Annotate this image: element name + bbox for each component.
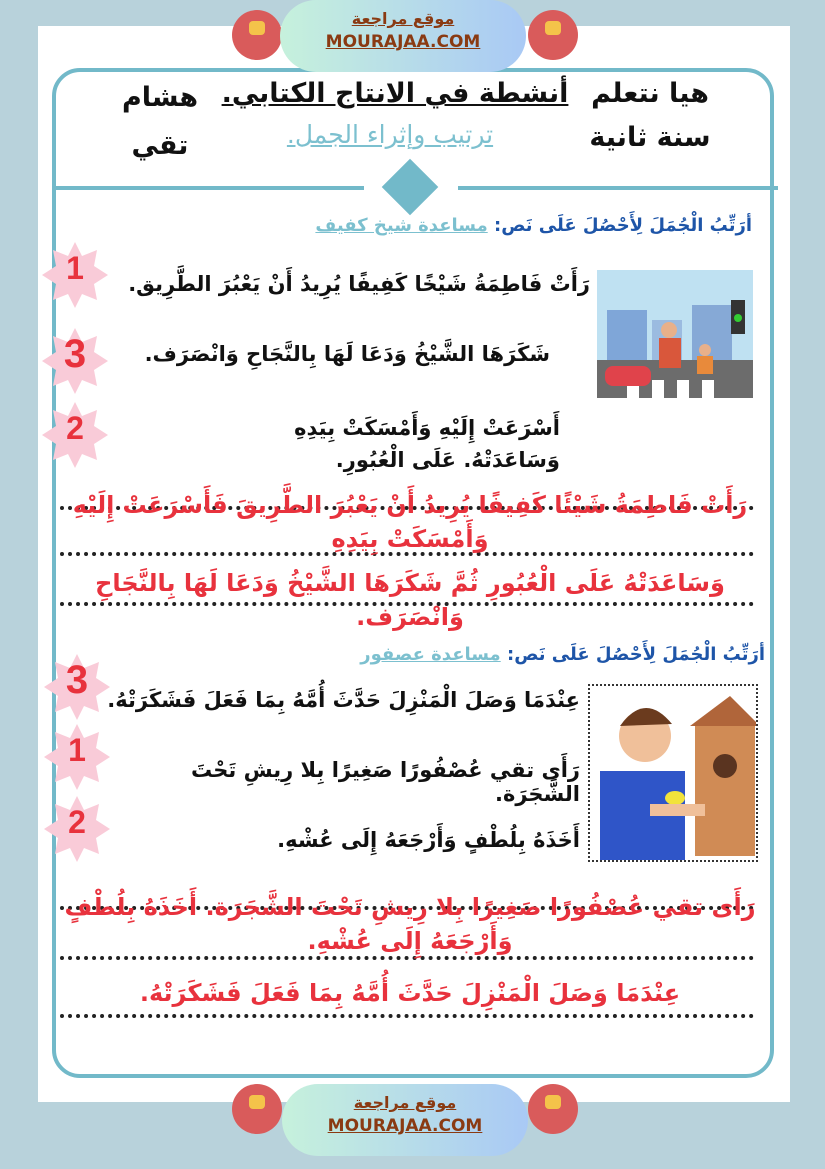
page-subtitle: ترتيب وإثراء الجمل. <box>286 120 494 149</box>
divider-right <box>458 186 778 190</box>
sentence-2: شَكَرَهَا الشَّيْخُ وَدَعَا لَهَا بِالنَّجَاحِ وَانْصَرَف. <box>144 342 550 366</box>
sentence-1: رَأَتْ فَاطِمَةُ شَيْخًا كَفِيفًا يُرِيدُ أَنْ يَعْبُرَ الطَّرِيق. <box>128 272 590 296</box>
sentence-4: عِنْدَمَا وَصَلَ الْمَنْزِلَ حَدَّثَ أُمَّهُ بِمَا فَعَلَ فَشَكَرَتْهُ. <box>107 688 580 712</box>
grade-label: سنة ثانية <box>589 122 711 153</box>
order-number: 2 <box>66 410 84 446</box>
site-logo-right-bottom <box>528 1084 578 1134</box>
story-title-2: مساعدة عصفور <box>360 644 501 665</box>
story-title-1: مساعدة شيخ كفيف <box>315 215 488 236</box>
author-last-name: تقي <box>131 130 189 161</box>
instruction-2: أرَتِّبُ الْجُمَلَ لِأَحْصُلَ عَلَى نَص: مساعدة عصفور <box>360 644 765 665</box>
illustration-crossing <box>597 270 753 398</box>
site-banner-top[interactable] <box>280 0 526 72</box>
answer-line <box>60 1014 754 1018</box>
site-logo-left <box>232 10 282 60</box>
site-logo-right <box>528 10 578 60</box>
illustration-bird <box>588 684 758 862</box>
author-first-name: هشام <box>121 82 199 113</box>
sentence-6: أَخَذَهُ بِلُطْفٍ وَأَرْجَعَهُ إِلَى عُشْهِ. <box>277 828 580 852</box>
site-url[interactable]: MOURAJAA.COM <box>325 32 481 52</box>
site-logo-left-bottom <box>232 1084 282 1134</box>
order-number: 2 <box>68 804 86 840</box>
site-name-arabic: موقع مراجعة <box>351 9 455 28</box>
page-title: أنشطة في الانتاج الكتابي. <box>221 78 569 109</box>
answer-text-4: عِنْدَمَا وَصَلَ الْمَنْزِلَ حَدَّثَ أُمَّهُ بِمَا فَعَلَ فَشَكَرَتْهُ. <box>139 979 681 1007</box>
lesson-label: هيا نتعلم <box>591 78 709 109</box>
answer-text-3: رَأَى تقي عُصْفُورًا صَغِيرًا بِلا رِيشِ تَحْتَ الشَّجَرَة. أَخَذَهُ بِلُطْفٍ وَأَرْجَعَهُ إِلَى عُشْهِ. <box>64 893 756 955</box>
order-number: 1 <box>66 250 84 286</box>
instruction-1: أرَتِّبُ الْجُمَلَ لِأَحْصُلَ عَلَى نَص: مساعدة شيخ كفيف <box>315 215 752 236</box>
answer-text-2: وَسَاعَدَتْهُ عَلَى الْعُبُورِ ثُمَّ شَكَرَهَا الشَّيْخُ وَدَعَا لَهَا بِالنَّجَاحِ وَانْصَرَف. <box>95 569 725 631</box>
sentence-3: أَسْرَعَتْ إِلَيْهِ وَأَمْسَكَتْ بِيَدِهِ وَسَاعَدَتْهُ. عَلَى الْعُبُورِ. <box>294 416 560 472</box>
site-banner-bottom[interactable] <box>282 1084 528 1156</box>
sentence-5: رَأَى تقي عُصْفُورًا صَغِيرًا بِلا رِيشِ تَحْتَ الشَّجَرَة. <box>191 758 580 806</box>
site-url[interactable]: MOURAJAA.COM <box>327 1116 483 1136</box>
order-number: 3 <box>63 332 87 376</box>
divider-left <box>52 186 364 190</box>
answer-text-1: رَأَتْ فَاطِمَةُ شَيْئًا كَفِيفًا يُرِيدُ أَنْ يَعْبُرَ الطَّرِيقَ فَأَسْرَعَتْ إِلَيْهِ وَأَمْسَكَتْ بِيَدِهِ <box>72 491 748 553</box>
order-number: 1 <box>68 732 86 768</box>
order-number: 3 <box>65 658 89 702</box>
site-name-arabic: موقع مراجعة <box>353 1093 457 1112</box>
